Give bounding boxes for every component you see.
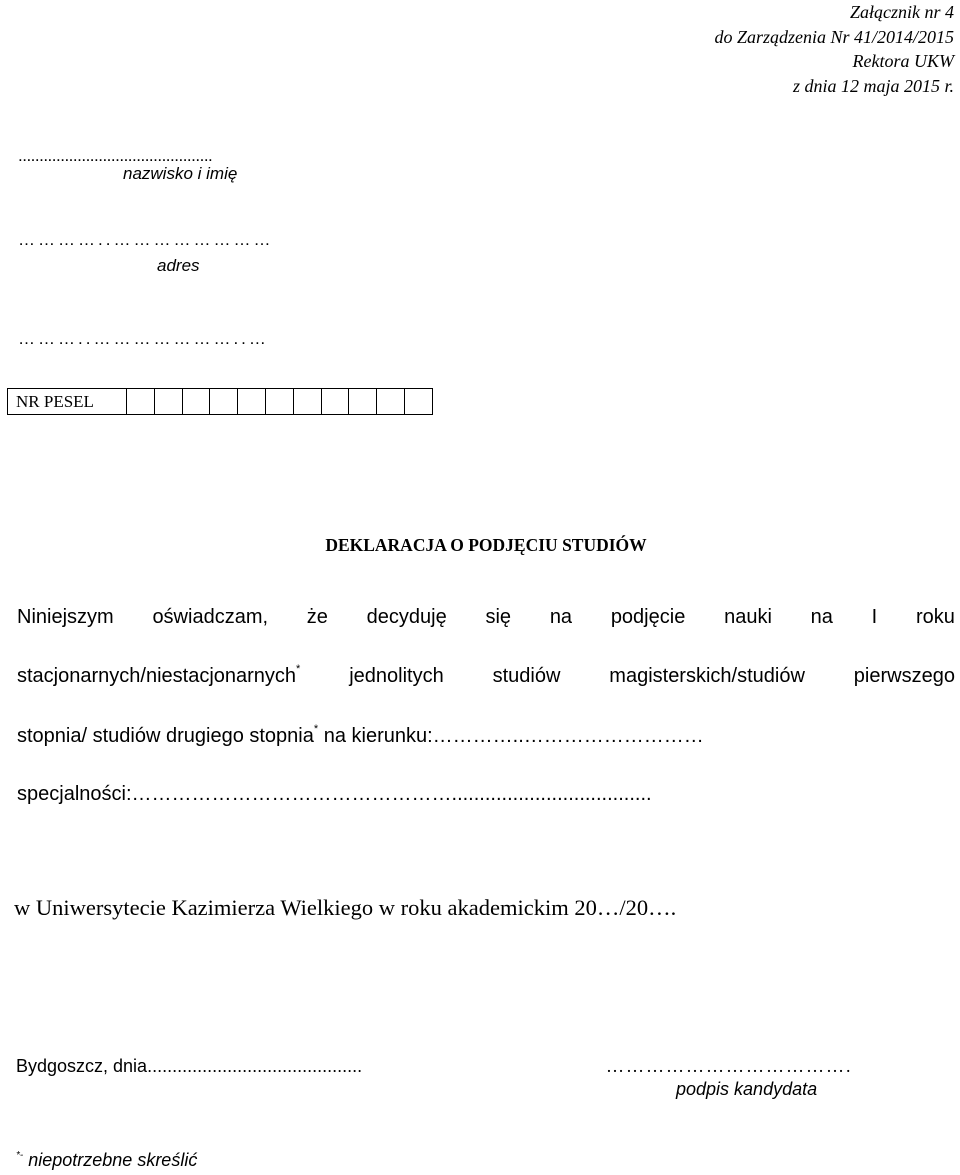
field-of-study-input[interactable]: …………..……………………… <box>432 725 704 747</box>
word: pierwszego <box>853 665 955 687</box>
pesel-label: NR PESEL <box>16 392 94 411</box>
annex-issuer: Rektora UKW <box>852 51 954 71</box>
place-date-field[interactable]: Bydgoszcz, dnia........................................... <box>16 1056 363 1076</box>
pesel-digit-cell[interactable] <box>237 389 265 414</box>
declaration-line-4 <box>17 783 652 806</box>
footnote-marker: * <box>313 723 319 735</box>
pesel-digit-cell[interactable] <box>265 389 293 414</box>
signature-label: podpis kandydata <box>676 1079 818 1099</box>
pesel-digit-cell[interactable] <box>293 389 321 414</box>
word: że <box>306 606 328 628</box>
annex-header <box>714 0 954 98</box>
word: Niniejszym <box>17 606 114 628</box>
university-line: w Uniwersytecie Kazimierza Wielkiego w roku akademickim 20…/20…. <box>14 895 677 920</box>
document-title: DEKLARACJA O PODJĘCIU STUDIÓW <box>325 535 647 555</box>
annex-number: Załącznik nr 4 <box>849 2 954 22</box>
address-label: adres <box>157 256 200 275</box>
footnote-marker: * <box>296 663 301 675</box>
footnote: *- niepotrzebne skreślić <box>16 1150 198 1170</box>
declaration-line-3: stopnia/ studiów drugiego stopnia* na kierunku:…………..……………………… <box>17 723 704 747</box>
study-mode-text: stacjonarnych/niestacjonarnych* <box>17 663 301 687</box>
pesel-digit-cell[interactable] <box>321 389 349 414</box>
pesel-box <box>7 388 433 415</box>
annex-regulation: do Zarządzenia Nr 41/2014/2015 <box>714 26 954 47</box>
word: nauki <box>724 606 772 628</box>
specialization-label: specjalności: <box>17 783 132 805</box>
word: na <box>810 606 833 628</box>
word: się <box>485 606 512 628</box>
signature-field[interactable]: ………………………………. <box>606 1056 853 1076</box>
pesel-digit-cell[interactable] <box>209 389 237 414</box>
word: magisterskich/studiów <box>609 665 805 687</box>
name-label: nazwisko i imię <box>123 164 238 183</box>
pesel-digit-cell[interactable] <box>404 389 432 414</box>
word: podjęcie <box>610 606 686 628</box>
word: jednolitych <box>349 665 444 687</box>
declaration-line-2 <box>17 665 955 688</box>
word: studiów <box>492 665 561 687</box>
declaration-line-1 <box>17 606 955 629</box>
word: roku <box>915 606 955 628</box>
word: na <box>549 606 573 628</box>
field-of-study-label: na kierunku: <box>318 725 433 747</box>
pesel-digit-cell[interactable] <box>126 389 154 414</box>
address-field-line2[interactable]: ………..…………………..… <box>18 329 269 348</box>
specialization-input[interactable]: ………………………………………….................................... <box>131 783 652 805</box>
word: decyduję <box>366 606 447 628</box>
pesel-digit-cell[interactable] <box>154 389 182 414</box>
footnote-marker: *- <box>16 1150 24 1161</box>
address-field-line1[interactable]: …………..…………………… <box>18 230 274 249</box>
word: oświadczam, <box>152 606 269 628</box>
annex-date: z dnia 12 maja 2015 r. <box>792 75 954 96</box>
pesel-digit-cell[interactable] <box>348 389 376 414</box>
name-field[interactable]: .............................................. <box>18 146 213 165</box>
word: I <box>871 606 878 628</box>
pesel-digit-cell[interactable] <box>182 389 210 414</box>
pesel-digit-cell[interactable] <box>376 389 404 414</box>
